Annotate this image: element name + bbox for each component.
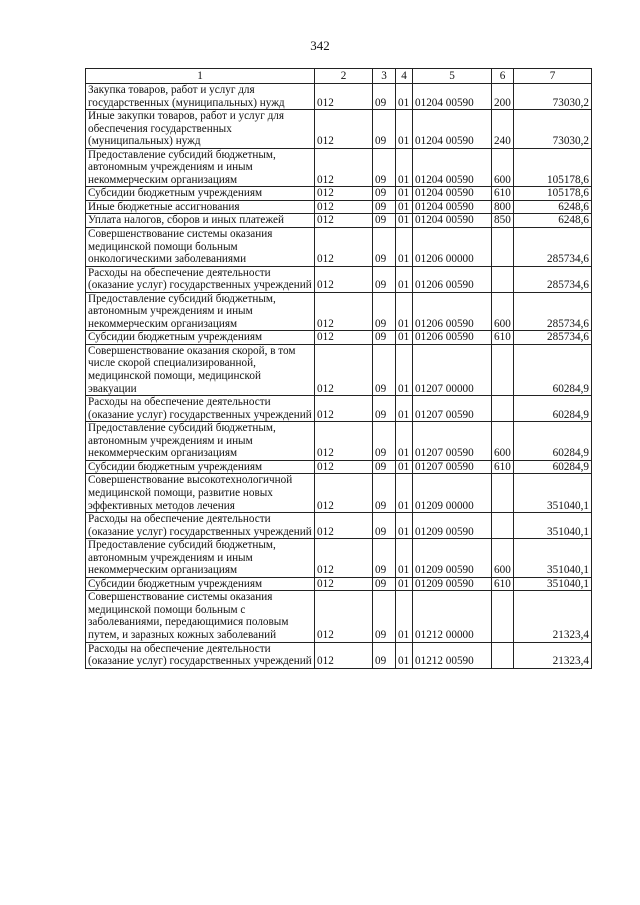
cell-amount: 285734,6 <box>514 292 592 331</box>
cell-subsection-code: 01 <box>396 577 413 591</box>
cell-target-code: 01204 00590 <box>413 214 492 228</box>
header-cell-2: 2 <box>315 69 373 84</box>
cell-target-code: 01207 00590 <box>413 460 492 474</box>
cell-subsection-code: 01 <box>396 200 413 214</box>
table-row <box>86 513 592 539</box>
cell-expense-type: 800 <box>492 200 514 214</box>
cell-expense-type <box>492 474 514 513</box>
cell-ministry-code: 012 <box>315 577 373 591</box>
cell-ministry-code: 012 <box>315 187 373 201</box>
cell-name: Предоставление субсидий бюджетным, автономным учреждениям и иным некоммерческим организациям <box>86 422 315 461</box>
cell-section-code: 09 <box>373 591 396 642</box>
cell-ministry-code: 012 <box>315 148 373 187</box>
cell-amount: 60284,9 <box>514 422 592 461</box>
cell-ministry-code: 012 <box>315 84 373 110</box>
cell-amount: 351040,1 <box>514 577 592 591</box>
table-row <box>86 292 592 331</box>
cell-expense-type: 600 <box>492 539 514 578</box>
header-row <box>86 69 592 84</box>
cell-section-code: 09 <box>373 642 396 668</box>
table-row <box>86 422 592 461</box>
table-row <box>86 110 592 149</box>
cell-target-code: 01206 00000 <box>413 228 492 267</box>
cell-name: Уплата налогов, сборов и иных платежей <box>86 214 315 228</box>
cell-target-code: 01204 00590 <box>413 148 492 187</box>
cell-subsection-code: 01 <box>396 292 413 331</box>
cell-name: Совершенствование высокотехнологичной медицинской помощи, развитие новых эффективных методов лечения <box>86 474 315 513</box>
cell-expense-type <box>492 228 514 267</box>
cell-amount: 285734,6 <box>514 228 592 267</box>
cell-expense-type: 850 <box>492 214 514 228</box>
cell-ministry-code: 012 <box>315 228 373 267</box>
cell-expense-type: 610 <box>492 577 514 591</box>
cell-expense-type <box>492 344 514 395</box>
cell-amount: 351040,1 <box>514 513 592 539</box>
cell-section-code: 09 <box>373 577 396 591</box>
cell-name: Иные бюджетные ассигнования <box>86 200 315 214</box>
cell-subsection-code: 01 <box>396 591 413 642</box>
cell-subsection-code: 01 <box>396 84 413 110</box>
cell-ministry-code: 012 <box>315 539 373 578</box>
cell-target-code: 01212 00590 <box>413 642 492 668</box>
cell-name: Субсидии бюджетным учреждениям <box>86 460 315 474</box>
table-row <box>86 331 592 345</box>
cell-amount: 351040,1 <box>514 474 592 513</box>
cell-name: Расходы на обеспечение деятельности (оказание услуг) государственных учреждений <box>86 642 315 668</box>
cell-ministry-code: 012 <box>315 344 373 395</box>
cell-section-code: 09 <box>373 331 396 345</box>
cell-name: Расходы на обеспечение деятельности (оказание услуг) государственных учреждений <box>86 513 315 539</box>
header-cell-4: 4 <box>396 69 413 84</box>
cell-amount: 351040,1 <box>514 539 592 578</box>
page-number: 342 <box>310 38 330 53</box>
cell-name: Совершенствование оказания скорой, в том числе скорой специализированной, медицинской помощи, медицинской эвакуации <box>86 344 315 395</box>
cell-ministry-code: 012 <box>315 266 373 292</box>
table-row <box>86 200 592 214</box>
cell-target-code: 01204 00590 <box>413 84 492 110</box>
header-cell-5: 5 <box>413 69 492 84</box>
header-cell-1: 1 <box>86 69 315 84</box>
table-row <box>86 474 592 513</box>
budget-table <box>85 68 592 669</box>
table-row <box>86 642 592 668</box>
cell-subsection-code: 01 <box>396 331 413 345</box>
cell-target-code: 01212 00000 <box>413 591 492 642</box>
cell-target-code: 01209 00590 <box>413 577 492 591</box>
cell-subsection-code: 01 <box>396 187 413 201</box>
cell-subsection-code: 01 <box>396 474 413 513</box>
cell-amount: 73030,2 <box>514 110 592 149</box>
cell-target-code: 01206 00590 <box>413 266 492 292</box>
cell-expense-type: 600 <box>492 148 514 187</box>
cell-target-code: 01207 00590 <box>413 396 492 422</box>
cell-expense-type <box>492 513 514 539</box>
cell-section-code: 09 <box>373 228 396 267</box>
cell-section-code: 09 <box>373 266 396 292</box>
cell-section-code: 09 <box>373 84 396 110</box>
cell-target-code: 01207 00000 <box>413 344 492 395</box>
cell-expense-type: 610 <box>492 187 514 201</box>
cell-ministry-code: 012 <box>315 642 373 668</box>
cell-section-code: 09 <box>373 148 396 187</box>
cell-amount: 285734,6 <box>514 266 592 292</box>
cell-target-code: 01206 00590 <box>413 292 492 331</box>
cell-section-code: 09 <box>373 187 396 201</box>
cell-amount: 285734,6 <box>514 331 592 345</box>
cell-amount: 105178,6 <box>514 187 592 201</box>
cell-name: Предоставление субсидий бюджетным, автономным учреждениям и иным некоммерческим организациям <box>86 292 315 331</box>
cell-target-code: 01209 00590 <box>413 513 492 539</box>
cell-name: Совершенствование системы оказания медицинской помощи больным с заболеваниями, передающимися половым путем, и заразных кожных заболеваний <box>86 591 315 642</box>
cell-subsection-code: 01 <box>396 539 413 578</box>
header-cell-6: 6 <box>492 69 514 84</box>
cell-expense-type: 600 <box>492 422 514 461</box>
cell-amount: 21323,4 <box>514 591 592 642</box>
cell-subsection-code: 01 <box>396 396 413 422</box>
cell-section-code: 09 <box>373 200 396 214</box>
cell-expense-type <box>492 642 514 668</box>
cell-ministry-code: 012 <box>315 422 373 461</box>
cell-section-code: 09 <box>373 539 396 578</box>
cell-name: Расходы на обеспечение деятельности (оказание услуг) государственных учреждений <box>86 266 315 292</box>
cell-expense-type: 600 <box>492 292 514 331</box>
cell-subsection-code: 01 <box>396 513 413 539</box>
table-row <box>86 539 592 578</box>
cell-ministry-code: 012 <box>315 591 373 642</box>
cell-subsection-code: 01 <box>396 228 413 267</box>
cell-ministry-code: 012 <box>315 513 373 539</box>
cell-ministry-code: 012 <box>315 331 373 345</box>
cell-name: Субсидии бюджетным учреждениям <box>86 187 315 201</box>
cell-ministry-code: 012 <box>315 460 373 474</box>
cell-name: Совершенствование системы оказания медицинской помощи больным онкологическими заболеваниями <box>86 228 315 267</box>
cell-section-code: 09 <box>373 110 396 149</box>
cell-amount: 105178,6 <box>514 148 592 187</box>
cell-section-code: 09 <box>373 422 396 461</box>
table-row <box>86 187 592 201</box>
cell-subsection-code: 01 <box>396 266 413 292</box>
cell-name: Иные закупки товаров, работ и услуг для обеспечения государственных (муниципальных) нужд <box>86 110 315 149</box>
cell-target-code: 01207 00590 <box>413 422 492 461</box>
cell-amount: 60284,9 <box>514 460 592 474</box>
table-row <box>86 344 592 395</box>
header-cell-3: 3 <box>373 69 396 84</box>
cell-expense-type <box>492 396 514 422</box>
cell-subsection-code: 01 <box>396 422 413 461</box>
cell-subsection-code: 01 <box>396 214 413 228</box>
cell-expense-type: 240 <box>492 110 514 149</box>
cell-name: Расходы на обеспечение деятельности (оказание услуг) государственных учреждений <box>86 396 315 422</box>
cell-expense-type: 200 <box>492 84 514 110</box>
header-cell-7: 7 <box>514 69 592 84</box>
cell-section-code: 09 <box>373 460 396 474</box>
cell-target-code: 01204 00590 <box>413 187 492 201</box>
cell-section-code: 09 <box>373 292 396 331</box>
table-row <box>86 396 592 422</box>
cell-section-code: 09 <box>373 474 396 513</box>
cell-section-code: 09 <box>373 396 396 422</box>
cell-subsection-code: 01 <box>396 460 413 474</box>
cell-subsection-code: 01 <box>396 148 413 187</box>
table-row <box>86 228 592 267</box>
table-row <box>86 577 592 591</box>
cell-expense-type: 610 <box>492 460 514 474</box>
table-body <box>86 84 592 669</box>
cell-ministry-code: 012 <box>315 292 373 331</box>
cell-name: Субсидии бюджетным учреждениям <box>86 331 315 345</box>
table-row <box>86 266 592 292</box>
cell-amount: 21323,4 <box>514 642 592 668</box>
cell-ministry-code: 012 <box>315 110 373 149</box>
cell-expense-type <box>492 266 514 292</box>
cell-section-code: 09 <box>373 513 396 539</box>
cell-name: Субсидии бюджетным учреждениям <box>86 577 315 591</box>
cell-name: Закупка товаров, работ и услуг для государственных (муниципальных) нужд <box>86 84 315 110</box>
cell-target-code: 01206 00590 <box>413 331 492 345</box>
table-row <box>86 214 592 228</box>
cell-target-code: 01204 00590 <box>413 200 492 214</box>
cell-subsection-code: 01 <box>396 110 413 149</box>
cell-ministry-code: 012 <box>315 200 373 214</box>
cell-target-code: 01209 00590 <box>413 539 492 578</box>
table-row <box>86 148 592 187</box>
cell-amount: 6248,6 <box>514 214 592 228</box>
cell-target-code: 01209 00000 <box>413 474 492 513</box>
cell-ministry-code: 012 <box>315 214 373 228</box>
cell-ministry-code: 012 <box>315 396 373 422</box>
cell-amount: 60284,9 <box>514 344 592 395</box>
cell-section-code: 09 <box>373 214 396 228</box>
table-row <box>86 460 592 474</box>
cell-section-code: 09 <box>373 344 396 395</box>
cell-name: Предоставление субсидий бюджетным, автономным учреждениям и иным некоммерческим организациям <box>86 148 315 187</box>
cell-subsection-code: 01 <box>396 344 413 395</box>
cell-expense-type: 610 <box>492 331 514 345</box>
cell-target-code: 01204 00590 <box>413 110 492 149</box>
cell-amount: 6248,6 <box>514 200 592 214</box>
cell-ministry-code: 012 <box>315 474 373 513</box>
table-row <box>86 591 592 642</box>
cell-amount: 60284,9 <box>514 396 592 422</box>
table-row <box>86 84 592 110</box>
cell-expense-type <box>492 591 514 642</box>
cell-subsection-code: 01 <box>396 642 413 668</box>
cell-name: Предоставление субсидий бюджетным, автономным учреждениям и иным некоммерческим организациям <box>86 539 315 578</box>
cell-amount: 73030,2 <box>514 84 592 110</box>
